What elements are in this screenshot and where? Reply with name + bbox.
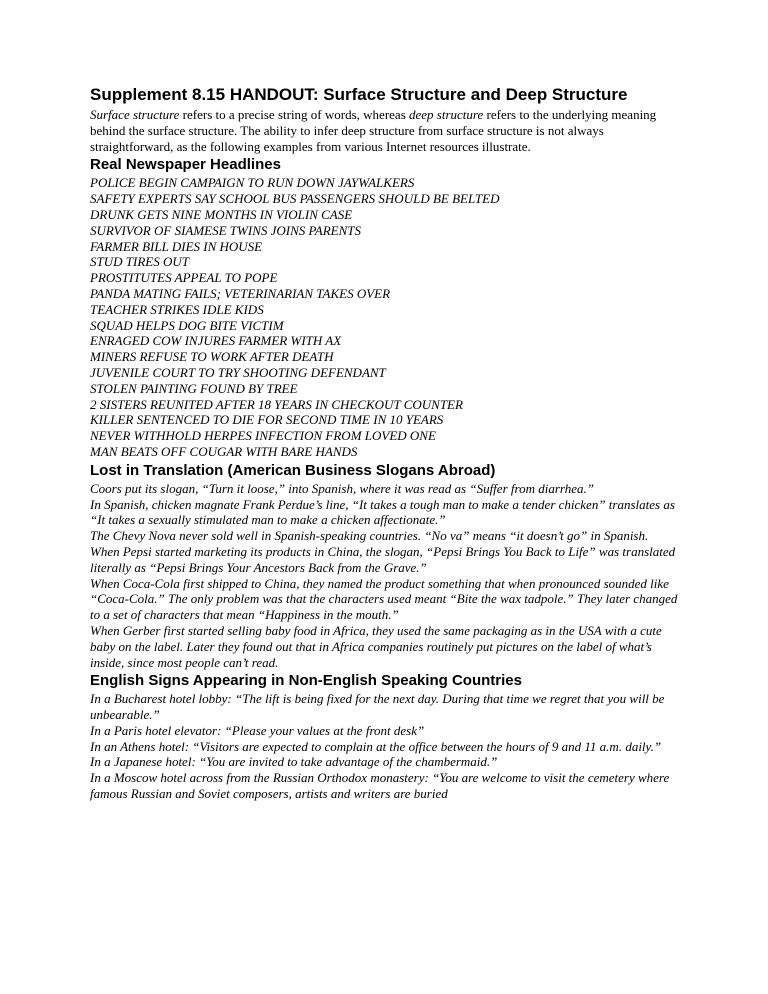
slogan-paragraph: In Spanish, chicken magnate Frank Perdue’s line, “It takes a tough man to make a tender chicken” translates as “It takes a sexually stimulated man to make a chicken affectionate.” (90, 496, 675, 528)
section-heading-english-signs: English Signs Appearing in Non-English Speaking Countries (90, 672, 522, 690)
headline-item: PANDA MATING FAILS; VETERINARIAN TAKES OVER (90, 285, 391, 301)
headline-item: POLICE BEGIN CAMPAIGN TO RUN DOWN JAYWALKERS (90, 175, 415, 191)
sign-paragraph: In a Japanese hotel: “You are invited to take advantage of the chambermaid.” (90, 754, 498, 770)
headline-item: JUVENILE COURT TO TRY SHOOTING DEFENDANT (90, 364, 386, 380)
headline-list (90, 175, 681, 459)
headline-item: KILLER SENTENCED TO DIE FOR SECOND TIME IN 10 YEARS (90, 412, 444, 428)
headline-item: 2 SISTERS REUNITED AFTER 18 YEARS IN CHECKOUT COUNTER (90, 396, 463, 412)
headline-item: SQUAD HELPS DOG BITE VICTIM (90, 317, 284, 333)
section-heading-lost-in-translation: Lost in Translation (American Business Slogans Abroad) (90, 461, 496, 479)
english-signs-list (90, 691, 681, 802)
intro-text-rest: refers to the underlying meaning behind the surface structure. The ability to infer deep structure from surface structure is not always straightforward, as the following examples from various Internet resources illustrate. (90, 107, 657, 154)
slogan-paragraph: Coors put its slogan, “Turn it loose,” into Spanish, where it was read as “Suffer from diarrhea.” (90, 480, 594, 496)
slogan-paragraph: When Gerber first started selling baby food in Africa, they used the same packaging as in the USA with a cute baby on the label. Later they found out that in Africa companies routinely put pictures on the label of what’s inside, since most people can’t read. (90, 622, 662, 670)
headline-item: FARMER BILL DIES IN HOUSE (90, 238, 263, 254)
headline-item: MAN BEATS OFF COUGAR WITH BARE HANDS (90, 443, 358, 459)
sign-paragraph: In an Athens hotel: “Visitors are expected to complain at the office between the hours of 9 and 11 a.m. daily.” (90, 738, 662, 754)
headline-item: PROSTITUTES APPEAL TO POPE (90, 270, 278, 286)
sign-paragraph: In a Moscow hotel across from the Russian Orthodox monastery: “You are welcome to visit the cemetery where famous Russian and Soviet composers, artists and writers are buried (90, 770, 670, 802)
slogan-paragraph: When Pepsi started marketing its products in China, the slogan, “Pepsi Brings You Back to Life” was translated literally as “Pepsi Brings Your Ancestors Back from the Grave.” (90, 543, 676, 575)
headline-item: MINERS REFUSE TO WORK AFTER DEATH (90, 349, 334, 365)
headline-item: STUD TIRES OUT (90, 254, 189, 270)
sign-paragraph: In a Paris hotel elevator: “Please your values at the front desk” (90, 722, 425, 738)
headline-item: SURVIVOR OF SIAMESE TWINS JOINS PARENTS (90, 222, 362, 238)
slogan-paragraph: The Chevy Nova never sold well in Spanish-speaking countries. “No va” means “it doesn’t go” in Spanish. (90, 528, 649, 544)
headline-item: NEVER WITHHOLD HERPES INFECTION FROM LOVED ONE (90, 428, 436, 444)
intro-text-mid: refers to a precise string of words, whereas (179, 107, 410, 122)
section-heading-headlines: Real Newspaper Headlines (90, 156, 281, 174)
headline-item: ENRAGED COW INJURES FARMER WITH AX (90, 333, 342, 349)
intro-paragraph (90, 107, 681, 154)
headline-item: SAFETY EXPERTS SAY SCHOOL BUS PASSENGERS SHOULD BE BELTED (90, 191, 500, 207)
term-surface-structure: Surface structure (90, 107, 180, 122)
sign-paragraph: In a Bucharest hotel lobby: “The lift is being fixed for the next day. During that time we regret that you will be unbearable.” (90, 691, 665, 723)
term-deep-structure: deep structure (409, 107, 484, 122)
headline-item: TEACHER STRIKES IDLE KIDS (90, 301, 264, 317)
headline-item: STOLEN PAINTING FOUND BY TREE (90, 380, 298, 396)
document-title: Supplement 8.15 HANDOUT: Surface Structure and Deep Structure (90, 85, 628, 104)
headline-item: DRUNK GETS NINE MONTHS IN VIOLIN CASE (90, 206, 353, 222)
slogan-paragraph: When Coca-Cola first shipped to China, they named the product something that when pronounced sounded like “Coca-Cola.” The only problem was that the characters used meant “Bite the wax tadpole.” They later changed to a set of characters that mean “Happiness in the mouth.” (90, 575, 678, 623)
lost-in-translation-list (90, 481, 681, 671)
